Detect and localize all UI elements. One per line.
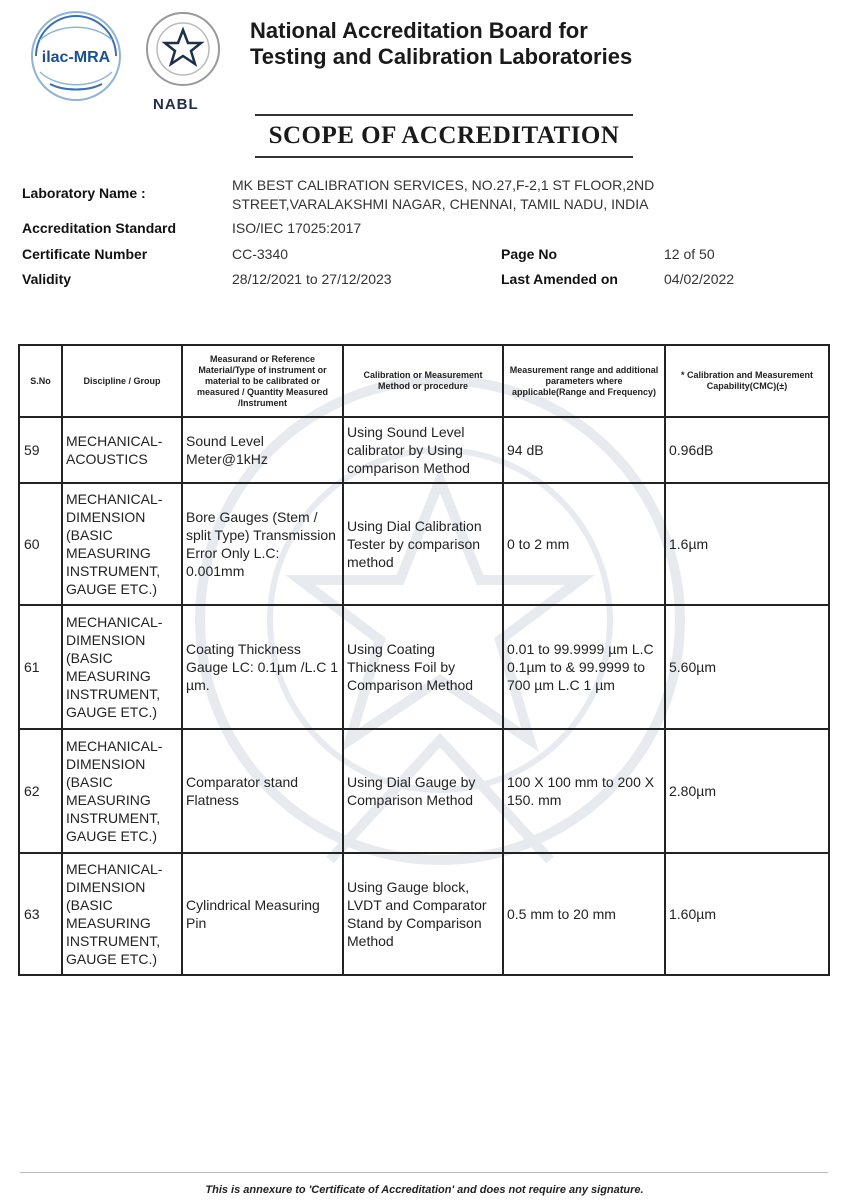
footer-divider [20,1172,828,1173]
cell-sno: 59 [19,417,62,483]
cell-sno: 60 [19,483,62,605]
page-value: 12 of 50 [664,246,715,262]
cell-cmc: 1.60µm [665,853,829,975]
cell-cmc: 1.6µm [665,483,829,605]
table-row [19,417,829,483]
cell-method: Using Coating Thickness Foil by Comparison Method [343,605,503,729]
cell-range: 0 to 2 mm [503,483,665,605]
cell-discipline: MECHANICAL- ACOUSTICS [62,417,182,483]
board-title [250,18,810,70]
cell-method: Using Dial Gauge by Comparison Method [343,729,503,853]
ilac-logo-text: ilac-MRA [41,49,111,66]
table-row [19,729,829,853]
cell-sno: 62 [19,729,62,853]
cell-cmc: 2.80µm [665,729,829,853]
cell-discipline: MECHANICAL- DIMENSION (BASIC MEASURING INSTRUMENT, GAUGE ETC.) [62,483,182,605]
board-title-line-1: National Accreditation Board for [250,18,588,43]
cell-range: 0.5 mm to 20 mm [503,853,665,975]
cell-cmc: 5.60µm [665,605,829,729]
cell-measurand: Sound Level Meter@1kHz [182,417,343,483]
table-row [19,605,829,729]
cell-discipline: MECHANICAL- DIMENSION (BASIC MEASURING INSTRUMENT, GAUGE ETC.) [62,729,182,853]
cell-sno: 63 [19,853,62,975]
header-sno: S.No [19,345,62,417]
lab-name-label: Laboratory Name : [22,185,146,201]
cell-discipline: MECHANICAL- DIMENSION (BASIC MEASURING INSTRUMENT, GAUGE ETC.) [62,605,182,729]
cell-method: Using Sound Level calibrator by Using comparison Method [343,417,503,483]
cell-range: 94 dB [503,417,665,483]
ilac-mra-logo [22,10,130,102]
header-range: Measurement range and additional parameters where applicable(Range and Frequency) [503,345,665,417]
scope-title: SCOPE OF ACCREDITATION [255,114,633,158]
header-measurand: Measurand or Reference Material/Type of instrument or material to be calibrated or measured / Quantity Measured /Instrument [182,345,343,417]
footer-note: This is annexure to 'Certificate of Accreditation' and does not require any signature. [205,1184,644,1196]
cell-range: 0.01 to 99.9999 µm L.C 0.1µm to & 99.9999 to 700 µm L.C 1 µm [503,605,665,729]
certificate-label: Certificate Number [22,246,148,262]
table-row [19,483,829,605]
page-label: Page No [501,246,558,262]
amended-value: 04/02/2022 [664,271,735,287]
cell-measurand: Comparator stand Flatness [182,729,343,853]
cell-method: Using Gauge block, LVDT and Comparator Stand by Comparison Method [343,853,503,975]
certificate-value: CC-3340 [232,246,289,262]
cell-cmc: 0.96dB [665,417,829,483]
header-discipline: Discipline / Group [62,345,182,417]
cell-measurand: Coating Thickness Gauge LC: 0.1µm /L.C 1 µm. [182,605,343,729]
cell-method: Using Dial Calibration Tester by comparison method [343,483,503,605]
lab-name-line-1: MK BEST CALIBRATION SERVICES, NO.27,F-2,1 ST FLOOR,2ND [232,177,655,193]
scope-table [18,344,830,976]
standard-label: Accreditation Standard [22,220,177,236]
cell-discipline: MECHANICAL- DIMENSION (BASIC MEASURING INSTRUMENT, GAUGE ETC.) [62,853,182,975]
amended-label: Last Amended on [501,271,618,287]
validity-value: 28/12/2021 to 27/12/2023 [232,271,392,287]
header-cmc: * Calibration and Measurement Capability(CMC)(±) [665,345,829,417]
header-method: Calibration or Measurement Method or procedure [343,345,503,417]
nabl-emblem [143,10,223,88]
cell-measurand: Bore Gauges (Stem / split Type) Transmission Error Only L.C: 0.001mm [182,483,343,605]
table-row [19,853,829,975]
standard-value: ISO/IEC 17025:2017 [232,220,362,236]
validity-label: Validity [22,271,72,287]
cell-range: 100 X 100 mm to 200 X 150. mm [503,729,665,853]
cell-sno: 61 [19,605,62,729]
nabl-logo-text: NABL [153,96,199,113]
board-title-line-2: Testing and Calibration Laboratories [250,44,633,69]
cell-measurand: Cylindrical Measuring Pin [182,853,343,975]
lab-name-value [232,176,654,214]
lab-name-line-2: STREET,VARALAKSHMI NAGAR, CHENNAI, TAMIL NADU, INDIA [232,196,649,212]
table-header-row [19,345,829,417]
